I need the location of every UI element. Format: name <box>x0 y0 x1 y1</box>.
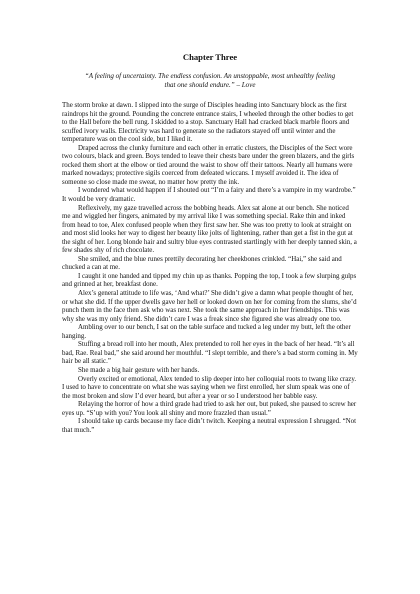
paragraph: The storm broke at dawn. I slipped into the surge of Disciples heading into Sanctuary block as the first raindrops hit the ground. Pounding the concrete entrance stairs, I wheeled through the other bodies to get to the Hall before the bell rung. I skidded to a stop. Sanctuary Hall had cracked black marble floors and scuffed ivory walls. Electricity was hard to generate so the radiators stayed off until winter and the temperature was on the cool side, but I liked it. <box>62 101 354 144</box>
book-page <box>62 52 358 434</box>
paragraph: Reflexively, my gaze travelled across the bobbing heads. Alex sat alone at our bench. She noticed me and wiggled her fingers, animated by my arrival like I was something special. Rake thin and inked from head to toe, Alex confused people when they first saw her. She was too pretty to look at straight on and most slid looks her way to digest her beauty like jolts of lightening, rather than get a fist in the gut at the sight of her. Long blonde hair and sultry blue eyes contrasted startlingly with her deeply tanned skin, a few shades shy of rich chocolate. <box>62 203 357 255</box>
paragraph: Draped across the clunky furniture and each other in erratic clusters, the Disciples of the Sect wore two colours, black and green. Boys tended to leave their chests bare under the green blazers, and the girls rocked them short at the elbow or tied around the waist to show off their tattoos. Nearly all humans were marked nowadays; protective sigils coerced from defeated wiccans. I myself avoided it. The idea of someone so close made me sweat, no matter how pretty the ink. <box>62 143 355 186</box>
paragraph: I caught it one handed and tipped my chin up as thanks. Popping the top, I took a few slurping gulps and grinned at her, breakfast done. <box>62 271 357 289</box>
paragraph: I should take up cards because my face didn’t twitch. Keeping a neutral expression I shrugged. “Not that much.” <box>62 417 357 434</box>
paragraph: Ambling over to our bench, I sat on the table surface and tucked a leg under my butt, left the other hanging. <box>62 323 351 340</box>
paragraph: Alex’s general attitude to life was, ‘And what?’ She didn’t give a damn what people thought of her, or what she did. If the upper dwells gave her hell or looked down on her for coming from the slums, she’d punch them in the face then ask who was next. She took the same approach in her friendships. This was why she was my only friend. She didn’t care I was a freak since she figured she was already one too. <box>62 289 357 323</box>
paragraph: She smiled, and the blue runes prettily decorating her cheekbones crinkled. “Hai,” she said and chucked a can at me. <box>62 254 342 272</box>
paragraph: Stuffing a bread roll into her mouth, Alex pretended to roll her eyes in the back of her head. “It’s all bad, Rae. Real bad,” she said around her mouthful. “I slept terrible, and there’s a bad storm coming in. My hair be all static.” <box>62 340 358 366</box>
paragraph: She made a big hair gesture with her hands. <box>78 365 200 374</box>
paragraph: I wondered what would happen if I shouted out “I’m a fairy and there’s a vampire in my wardrobe.” It would be very dramatic. <box>62 186 356 204</box>
paragraph: Relaying the horror of how a third grade had tried to ask her out, but puked, she paused to screw her eyes up. “S’up with you? You look all shiny and more frazzled than usual.” <box>62 400 357 417</box>
chapter-epigraph: “A feeling of uncertainty. The endless confusion. An unstoppable, most unhealthy feeling that one should endure.” – Love <box>84 72 336 89</box>
paragraph: Overly excited or emotional, Alex tended to slip deeper into her colloquial roots to twang like crazy. I used to have to concentrate on what she was saying when we first enrolled, her slum speak was one of the most broken and slow I’d ever heard, but after a year or so I understood her babble easy. <box>62 374 357 400</box>
chapter-body <box>62 101 358 434</box>
chapter-title: Chapter Three <box>182 52 238 62</box>
